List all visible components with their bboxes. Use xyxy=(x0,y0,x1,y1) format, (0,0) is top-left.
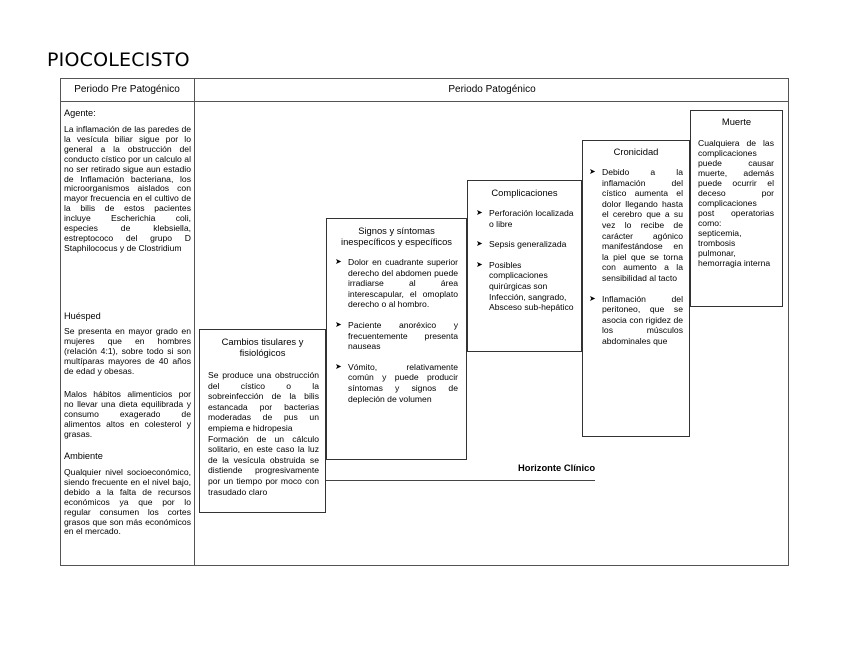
ambiente-label: Ambiente xyxy=(64,451,103,461)
box-cronicidad xyxy=(582,140,690,437)
huesped-text-2: Malos hábitos alimenticios por no llevar una dieta equilibrada y consumo exagerado de alimentos altos en colesterol y grasas. xyxy=(64,389,191,439)
cambios-text-2: Formación de un cálculo solitario, en este caso la luz de la vesícula obstruida se distiende progresivamente por un tiempo por moco con trasudado claro xyxy=(208,433,319,497)
cronicidad-title: Cronicidad xyxy=(613,146,659,157)
muerte-text-1: Cualquiera de las complicaciones puede causar muerte, además puede ocurrir el deceso por complicaciones post operatorias como: xyxy=(698,138,774,228)
box-complicaciones xyxy=(467,180,582,352)
page-title: PIOCOLECISTO xyxy=(47,49,190,71)
ambiente-text: Qualquier nivel socioeconómico, siendo frecuente en el nivel bajo, debido a la falta de recursos económicos ya que por lo regular consumen los cortes grasos que son más económicos en el mercado. xyxy=(64,467,191,537)
complicaciones-title: Complicaciones xyxy=(491,187,558,198)
huesped-label: Huésped xyxy=(64,311,101,321)
column-divider xyxy=(194,78,195,566)
agente-label: Agente: xyxy=(64,108,96,118)
complicaciones-item: ➤ Perforación localizada o libre xyxy=(476,208,575,229)
complicaciones-item: ➤ Posibles complicaciones quirúrgicas son Infección, sangrado, Absceso sub-hepático xyxy=(476,260,575,313)
signos-item: ➤ Paciente anoréxico y frecuentemente presenta nauseas xyxy=(335,320,458,352)
box-signos-sintomas xyxy=(326,218,467,460)
signos-item: ➤ Vómito, relativamente común y puede producir síntomas y signos de depleción de volumen xyxy=(335,362,458,404)
box-muerte xyxy=(690,110,783,307)
cronicidad-item: ➤ Debido a la inflamación del cístico aumenta el dolor llegando hasta el cerebro que a su vez lo recibe de carácter agónico manifestándose en la piel que se torna con aumento a la sensibilidad al tacto xyxy=(589,167,683,284)
signos-title: Signos y síntomas inespecíficos y específicos xyxy=(341,225,452,247)
muerte-text-2: septicemia, trombosis pulmonar, hemorragia interna xyxy=(698,228,771,268)
huesped-text-1: Se presenta en mayor grado en mujeres que en hombres (relación 4:1), sobre todo si son multíparas mayores de 40 años de edad y obesas. xyxy=(64,326,191,376)
cambios-title: Cambios tisulares y fisiológicos xyxy=(221,336,304,358)
complicaciones-item: ➤ Sepsis generalizada xyxy=(476,239,575,250)
cronicidad-item: ➤ Inflamación del peritoneo, que se asocia con rigidez de los músculos abdominales que xyxy=(589,294,683,347)
agente-text: La inflamación de las paredes de la vesícula biliar sigue por lo general a la obstrucción del conducto cístico por un calculo al no ser retirado sigue aun estadio de Inflamación bacteriana, los microorganismos aislados con mayor frecuencia en el cultivo de la bilis de estos pacientes incluye Escherichia coli, especies de klebsiella, estreptococo del grupo D Staphilococus y de Clostridium xyxy=(64,124,191,253)
signos-item: ➤ Dolor en cuadrante superior derecho del abdomen puede irradiarse al área interescapular, el omoplato derecho o al hombro. xyxy=(335,257,458,310)
cambios-text-1: Se produce una obstrucción del cístico o la sobreinfección de la bilis estancada por bacterias moderadas de pus un empiema e hidropesia xyxy=(208,370,319,433)
muerte-title: Muerte xyxy=(721,116,752,127)
box-cambios-tisulares xyxy=(199,329,326,513)
header-pathogenic: Periodo Patogénico xyxy=(448,84,536,95)
header-pre-pathogenic: Periodo Pre Patogénico xyxy=(74,84,180,95)
horizonte-label: Horizonte Clínico xyxy=(518,462,596,473)
